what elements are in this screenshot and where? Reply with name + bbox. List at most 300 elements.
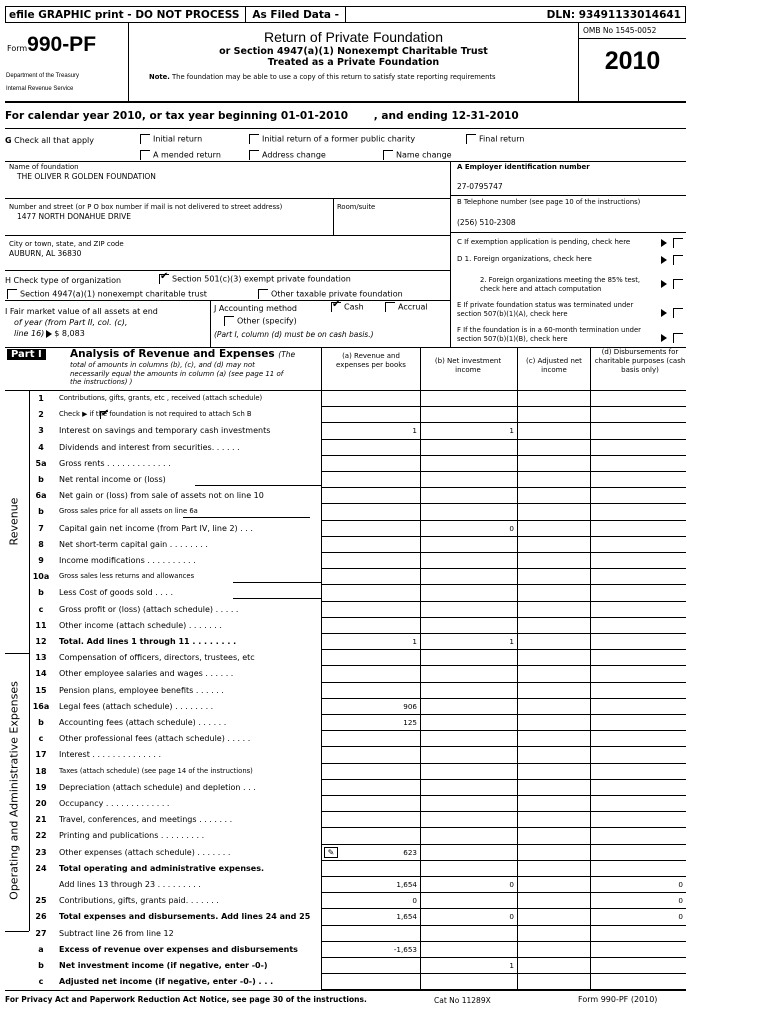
cell-col-b[interactable] — [420, 715, 517, 731]
cell-col-b[interactable] — [420, 893, 517, 909]
cell-col-b[interactable] — [420, 974, 517, 990]
row-label: Net gain or (loss) from sale of assets not on line 10 — [59, 491, 264, 501]
cell-col-c[interactable] — [517, 537, 590, 553]
cell-col-d[interactable] — [590, 634, 686, 650]
cell-col-a[interactable] — [321, 731, 420, 747]
row-label: Net short-term capital gain . . . . . . . . — [59, 539, 208, 549]
d2-foreign-checkbox[interactable] — [673, 279, 683, 289]
row-label: Other income (attach schedule) . . . . . . . — [59, 620, 222, 630]
cell-col-a[interactable] — [321, 926, 420, 942]
row-number: 20 — [35, 799, 47, 808]
row-number: c — [38, 734, 44, 744]
sch-b-checkbox[interactable] — [100, 411, 108, 419]
cell-col-d[interactable] — [590, 440, 686, 456]
cell-col-d[interactable] — [590, 780, 686, 796]
cell-col-b[interactable] — [420, 650, 517, 666]
row-label: Subtract line 26 from line 12 — [59, 928, 174, 938]
h-label: H Check type of organization — [5, 276, 122, 285]
row-label: Gross sales price for all assets on line 6a — [59, 507, 198, 516]
cell-col-c[interactable] — [517, 731, 590, 747]
cell-col-b[interactable] — [420, 926, 517, 942]
name-change-label: Name change — [396, 150, 452, 160]
row-label: Occupancy . . . . . . . . . . . . . — [59, 799, 170, 808]
cell-col-b[interactable] — [420, 618, 517, 634]
row-label: Total operating and administrative expenses. — [59, 863, 264, 873]
city-state-zip[interactable]: AUBURN, AL 36830 — [9, 249, 82, 258]
cell-col-b[interactable]: 1 — [420, 958, 517, 974]
cell-col-b[interactable] — [420, 861, 517, 877]
cell-col-a[interactable] — [321, 828, 420, 844]
j-note: (Part I, column (d) must be on cash basis.) — [214, 330, 374, 339]
cell-col-b[interactable] — [420, 569, 517, 585]
tax-year-beginning: For calendar year 2010, or tax year beginning 01-01-2010 — [5, 110, 349, 122]
cell-col-d[interactable] — [590, 796, 686, 812]
cell-col-a[interactable] — [321, 553, 420, 569]
row-label: Gross profit or (loss) (attach schedule) . . . . . — [59, 604, 239, 614]
row-number: 12 — [35, 637, 47, 646]
cell-col-a[interactable] — [321, 974, 420, 990]
d1-arrow-icon — [661, 256, 667, 264]
cell-col-b[interactable] — [420, 537, 517, 553]
inline-entry-line[interactable] — [233, 598, 321, 599]
cell-col-a[interactable] — [321, 764, 420, 780]
cell-col-a[interactable]: 1,654 — [321, 909, 420, 925]
cell-col-c[interactable] — [517, 877, 590, 893]
row-number: 23 — [35, 847, 47, 857]
cell-col-b[interactable] — [420, 407, 517, 423]
cell-col-b[interactable] — [420, 585, 517, 601]
cell-col-d[interactable] — [590, 537, 686, 553]
row-label: Excess of revenue over expenses and disbursements — [59, 944, 298, 954]
cat-number: Cat No 11289X — [434, 996, 491, 1005]
cell-col-a[interactable] — [321, 585, 420, 601]
h-other-label: Other taxable private foundation — [271, 289, 403, 299]
c-exemption-checkbox[interactable] — [673, 238, 683, 248]
cell-col-a[interactable]: 623 — [321, 845, 420, 861]
table-bottom-rule — [5, 990, 686, 991]
cell-col-c[interactable] — [517, 472, 590, 488]
row-number: b — [38, 507, 44, 517]
e-arrow-icon — [661, 309, 667, 317]
row-number: 21 — [35, 815, 47, 825]
row-label: Accounting fees (attach schedule) . . . . . . — [59, 718, 227, 727]
amended-return-checkbox[interactable] — [140, 150, 150, 160]
cell-col-b[interactable] — [420, 391, 517, 407]
foundation-name-label: Name of foundation — [9, 163, 79, 171]
cell-col-a[interactable]: 906 — [321, 699, 420, 715]
row-number: 2 — [38, 410, 44, 420]
h-other-checkbox[interactable] — [258, 289, 268, 299]
cell-col-a[interactable]: 0 — [321, 893, 420, 909]
cell-col-a[interactable] — [321, 618, 420, 634]
cell-col-b[interactable] — [420, 942, 517, 958]
telephone-label: B Telephone number (see page 10 of the instructions) — [457, 198, 641, 206]
row-number: 13 — [35, 653, 47, 663]
d2-arrow-icon — [661, 280, 667, 288]
cell-col-b[interactable] — [420, 602, 517, 618]
top-bar — [5, 6, 686, 23]
amended-return-label: A mended return — [153, 150, 221, 160]
part-i-desc-3: the instructions) ) — [70, 378, 133, 386]
cell-col-c[interactable] — [517, 553, 590, 569]
j-cash-checkbox[interactable] — [331, 302, 341, 312]
tax-year-ending: , and ending 12-31-2010 — [373, 110, 519, 122]
cell-col-d[interactable] — [590, 764, 686, 780]
cell-col-c[interactable] — [517, 780, 590, 796]
cell-col-c[interactable] — [517, 569, 590, 585]
part-i-tag: Part I — [7, 349, 46, 360]
d1-foreign-checkbox[interactable] — [673, 255, 683, 265]
cell-col-a[interactable]: 1 — [321, 634, 420, 650]
ein-value[interactable]: 27-0795747 — [457, 182, 503, 191]
inline-entry-line[interactable] — [183, 517, 310, 518]
cell-col-a[interactable]: 125 — [321, 715, 420, 731]
f-termination-checkbox[interactable] — [673, 333, 683, 343]
c-exemption-label: C If exemption application is pending, check here — [457, 238, 631, 246]
row-label: Total expenses and disbursements. Add lines 24 and 25 — [59, 912, 311, 922]
row-number: 19 — [35, 782, 47, 792]
name-change-checkbox[interactable] — [383, 150, 393, 160]
form-subtitle-2: Treated as a Private Foundation — [267, 57, 440, 68]
cell-col-a[interactable] — [321, 537, 420, 553]
cell-col-d[interactable] — [590, 715, 686, 731]
street-label: Number and street (or P O box number if mail is not delivered to street address) — [9, 203, 283, 211]
cell-col-d[interactable] — [590, 585, 686, 601]
initial-former-checkbox[interactable] — [249, 134, 259, 144]
cell-col-d[interactable] — [590, 650, 686, 666]
cell-col-d[interactable] — [590, 942, 686, 958]
row-number: 8 — [38, 539, 44, 549]
final-return-label: Final return — [479, 134, 525, 144]
expenses-side-label: Operating and Administrative Expenses — [7, 681, 21, 900]
cell-col-a[interactable] — [321, 472, 420, 488]
column-a-header: (a) Revenue and expenses per books — [336, 352, 406, 369]
j-other-checkbox[interactable] — [224, 316, 234, 326]
cell-col-b[interactable] — [420, 812, 517, 828]
form-id-block — [5, 23, 129, 103]
part-i-title: Analysis of Revenue and Expenses — [70, 348, 275, 360]
form-prefix: Form — [7, 44, 28, 53]
row-number: 27 — [35, 928, 47, 938]
cell-col-a[interactable] — [321, 683, 420, 699]
d1-foreign-label: D 1. Foreign organizations, check here — [457, 255, 592, 263]
cell-col-d[interactable] — [590, 423, 686, 439]
cell-col-d[interactable] — [590, 747, 686, 763]
row-label: Net rental income or (loss) — [59, 475, 166, 484]
row-number: 25 — [35, 896, 47, 906]
cell-col-c[interactable] — [517, 812, 590, 828]
cell-col-a[interactable] — [321, 958, 420, 974]
street-address[interactable]: 1477 NORTH DONAHUE DRIVE — [17, 212, 131, 221]
cell-col-c[interactable] — [517, 618, 590, 634]
cell-col-c[interactable] — [517, 456, 590, 472]
cell-col-a[interactable] — [321, 650, 420, 666]
h-4947-checkbox[interactable] — [7, 289, 17, 299]
f-termination-label: F If the foundation is in a 60-month termination under section 507(b)(1)(B), check here — [457, 326, 641, 343]
ein-label: A Employer identification number — [457, 163, 590, 171]
foundation-name[interactable]: THE OLIVER R GOLDEN FOUNDATION — [17, 172, 156, 181]
cell-col-a[interactable] — [321, 666, 420, 682]
cell-col-b[interactable] — [420, 731, 517, 747]
form-number: 990-PF — [27, 33, 97, 56]
cell-col-a[interactable] — [321, 521, 420, 537]
room-label: Room/suite — [337, 203, 376, 211]
cell-col-c[interactable] — [517, 958, 590, 974]
cell-col-d[interactable]: 0 — [590, 909, 686, 925]
row-label: Other professional fees (attach schedule) . . . . . — [59, 734, 251, 744]
cell-col-d[interactable] — [590, 553, 686, 569]
cell-col-b[interactable] — [420, 796, 517, 812]
row-number: 24 — [35, 863, 47, 873]
cell-col-a[interactable] — [321, 456, 420, 472]
cell-col-d[interactable] — [590, 666, 686, 682]
row-number: b — [38, 588, 44, 598]
cell-col-a[interactable] — [321, 488, 420, 504]
cell-col-c[interactable] — [517, 845, 590, 861]
cell-col-b[interactable] — [420, 780, 517, 796]
note-text: The foundation may be able to use a copy of this return to satisfy state reporting requirements — [171, 73, 496, 81]
cell-col-c[interactable] — [517, 683, 590, 699]
cell-col-d[interactable] — [590, 472, 686, 488]
cell-col-b[interactable] — [420, 828, 517, 844]
row-number: 15 — [35, 685, 47, 695]
row-number: 18 — [35, 766, 47, 776]
cell-col-d[interactable] — [590, 456, 686, 472]
cell-col-a[interactable] — [321, 747, 420, 763]
row-number: a — [38, 944, 44, 954]
cell-col-c[interactable] — [517, 391, 590, 407]
column-b-header: (b) Net investment income — [434, 357, 502, 374]
cell-col-d[interactable]: 0 — [590, 877, 686, 893]
cell-col-a[interactable] — [321, 407, 420, 423]
row-label: Check ▶ if the foundation is not required to attach Sch B — [59, 410, 252, 419]
dln-label: DLN: 93491133014641 — [546, 8, 681, 21]
cell-col-c[interactable] — [517, 423, 590, 439]
cell-col-d[interactable] — [590, 569, 686, 585]
cell-col-b[interactable] — [420, 553, 517, 569]
cell-col-d[interactable] — [590, 974, 686, 990]
cell-col-b[interactable]: 1 — [420, 423, 517, 439]
cell-col-a[interactable] — [321, 440, 420, 456]
filed-label: As Filed Data - — [252, 8, 340, 21]
row-number: 5a — [35, 458, 47, 468]
form-title-block — [129, 23, 578, 103]
g-label: G — [5, 136, 12, 145]
cell-col-c[interactable] — [517, 650, 590, 666]
j-label: J Accounting method — [214, 304, 298, 313]
j-other-label: Other (specify) — [237, 316, 297, 326]
cell-col-c[interactable] — [517, 504, 590, 520]
final-return-checkbox[interactable] — [466, 134, 476, 144]
row-number: 4 — [38, 442, 44, 452]
cell-col-c[interactable] — [517, 926, 590, 942]
cell-col-c[interactable] — [517, 893, 590, 909]
cell-col-b[interactable] — [420, 666, 517, 682]
cell-col-c[interactable] — [517, 974, 590, 990]
cell-col-d[interactable] — [590, 504, 686, 520]
initial-return-label: Initial return — [153, 134, 203, 144]
revenue-side-label: Revenue — [7, 497, 21, 546]
cell-col-c[interactable] — [517, 521, 590, 537]
cell-col-c[interactable] — [517, 764, 590, 780]
city-label: City or town, state, and ZIP code — [9, 240, 124, 248]
row-number: 6a — [35, 491, 47, 501]
i-line-3: line 16) — [14, 329, 45, 338]
j-cash-label: Cash — [344, 302, 364, 312]
cell-col-b[interactable] — [420, 845, 517, 861]
cell-col-c[interactable] — [517, 909, 590, 925]
cell-col-c[interactable] — [517, 796, 590, 812]
row-label: Capital gain net income (from Part IV, line 2) . . . — [59, 523, 253, 533]
cell-col-c[interactable] — [517, 715, 590, 731]
h-4947-label: Section 4947(a)(1) nonexempt charitable trust — [20, 289, 207, 299]
row-number: 22 — [35, 831, 47, 841]
row-label: Total. Add lines 1 through 11 . . . . . . . . — [59, 637, 237, 646]
inline-entry-line[interactable] — [233, 582, 321, 583]
row-number: 14 — [35, 669, 47, 679]
row-label: Pension plans, employee benefits . . . . . . — [59, 685, 224, 695]
row-label: Interest on savings and temporary cash investments — [59, 426, 271, 436]
cell-col-c[interactable] — [517, 407, 590, 423]
g-check-row — [5, 136, 94, 145]
cell-col-c[interactable] — [517, 666, 590, 682]
initial-return-checkbox[interactable] — [140, 134, 150, 144]
row-label: Travel, conferences, and meetings . . . . . . . — [59, 815, 233, 825]
row-label: Contributions, gifts, grants paid. . . . . . . — [59, 896, 219, 906]
cell-col-c[interactable] — [517, 828, 590, 844]
cell-col-c[interactable] — [517, 440, 590, 456]
cell-col-b[interactable]: 0 — [420, 909, 517, 925]
i-fair-market-block — [5, 306, 158, 339]
inline-entry-line[interactable] — [195, 485, 321, 486]
form-footer-id: Form 990-PF (2010) — [578, 995, 658, 1004]
cell-col-a[interactable] — [321, 391, 420, 407]
cell-col-d[interactable] — [590, 391, 686, 407]
cell-col-c[interactable] — [517, 942, 590, 958]
cell-col-d[interactable] — [590, 521, 686, 537]
cell-col-a[interactable] — [321, 796, 420, 812]
row-label: Income modifications . . . . . . . . . . — [59, 556, 196, 565]
row-label: Contributions, gifts, grants, etc , received (attach schedule) — [59, 394, 263, 402]
row-label: Dividends and interest from securities. . . . . . — [59, 442, 240, 452]
row-label: Gross rents . . . . . . . . . . . . . — [59, 458, 171, 468]
h-501c3-label: Section 501(c)(3) exempt private foundation — [172, 274, 351, 284]
cell-col-a[interactable]: -1,653 — [321, 942, 420, 958]
i-value: $ 8,083 — [54, 329, 85, 338]
h-501c3-checkbox[interactable] — [159, 274, 169, 284]
cell-col-d[interactable] — [590, 683, 686, 699]
cell-col-b[interactable]: 0 — [420, 877, 517, 893]
cell-col-b[interactable] — [420, 504, 517, 520]
cell-col-d[interactable] — [590, 699, 686, 715]
cell-col-d[interactable] — [590, 958, 686, 974]
cell-col-d[interactable] — [590, 845, 686, 861]
column-d-header: (d) Disbursements for charitable purposes (cash basis only) — [594, 348, 686, 374]
row-number: 3 — [38, 426, 44, 436]
i-arrow-icon — [46, 330, 52, 338]
note-label: Note. — [149, 73, 170, 81]
cell-col-c[interactable] — [517, 488, 590, 504]
attachment-icon[interactable]: ✎ — [324, 847, 338, 858]
row-number: 11 — [35, 620, 47, 630]
j-accrual-checkbox[interactable] — [385, 302, 395, 312]
cell-col-b[interactable] — [420, 472, 517, 488]
cell-col-b[interactable] — [420, 764, 517, 780]
row-number: 7 — [38, 523, 44, 533]
cell-col-b[interactable] — [420, 747, 517, 763]
cell-col-a[interactable] — [321, 569, 420, 585]
e-terminated-checkbox[interactable] — [673, 308, 683, 318]
cell-col-c[interactable] — [517, 861, 590, 877]
cell-col-a[interactable]: 1 — [321, 423, 420, 439]
cell-col-a[interactable] — [321, 504, 420, 520]
cell-col-c[interactable] — [517, 585, 590, 601]
cell-col-d[interactable]: 0 — [590, 893, 686, 909]
cell-col-d[interactable] — [590, 812, 686, 828]
cell-col-b[interactable]: 0 — [420, 521, 517, 537]
telephone-value[interactable]: (256) 510-2308 — [457, 218, 516, 227]
dept-treasury: Department of the Treasury — [6, 73, 80, 79]
i-line-1: I Fair market value of all assets at end — [5, 307, 158, 316]
part-i-description — [70, 361, 283, 387]
cell-col-b[interactable] — [420, 440, 517, 456]
cell-col-d[interactable] — [590, 488, 686, 504]
cell-col-c[interactable] — [517, 699, 590, 715]
cell-col-d[interactable] — [590, 407, 686, 423]
cell-col-b[interactable]: 1 — [420, 634, 517, 650]
row-label: Less Cost of goods sold . . . . — [59, 588, 174, 598]
cell-col-b[interactable] — [420, 699, 517, 715]
row-label: Gross sales less returns and allowances — [59, 572, 195, 581]
cell-col-d[interactable] — [590, 861, 686, 877]
cell-col-d[interactable] — [590, 602, 686, 618]
cell-col-d[interactable] — [590, 926, 686, 942]
i-line-2: of year (from Part II, col. (c), — [14, 318, 128, 327]
row-number: 10a — [32, 572, 50, 582]
row-number: b — [38, 718, 44, 727]
tax-year: 2010 — [604, 47, 661, 75]
cell-col-c[interactable] — [517, 634, 590, 650]
row-number: 16a — [32, 701, 50, 711]
row-number: c — [38, 977, 44, 987]
dept-irs: Internal Revenue Service — [6, 86, 74, 92]
cell-col-d[interactable] — [590, 828, 686, 844]
cell-col-a[interactable] — [321, 861, 420, 877]
cell-col-a[interactable] — [321, 780, 420, 796]
cell-col-a[interactable]: 1,654 — [321, 877, 420, 893]
cell-col-a[interactable] — [321, 602, 420, 618]
cell-col-c[interactable] — [517, 747, 590, 763]
cell-col-a[interactable] — [321, 812, 420, 828]
part-i-title-note: (The — [278, 350, 296, 359]
form-subtitle-1: or Section 4947(a)(1) Nonexempt Charitable Trust — [219, 46, 488, 57]
row-label: Legal fees (attach schedule) . . . . . . . . — [59, 701, 214, 711]
address-change-checkbox[interactable] — [249, 150, 259, 160]
cell-col-b[interactable] — [420, 683, 517, 699]
cell-col-c[interactable] — [517, 602, 590, 618]
cell-col-d[interactable] — [590, 731, 686, 747]
d2-foreign-label: 2. Foreign organizations meeting the 85% test, check here and attach computation — [480, 276, 641, 293]
g-check-all: Check all that apply — [14, 136, 94, 145]
f-arrow-icon — [661, 334, 667, 342]
row-number: 17 — [35, 750, 47, 760]
cell-col-b[interactable] — [420, 488, 517, 504]
cell-col-d[interactable] — [590, 618, 686, 634]
row-number: c — [38, 604, 44, 614]
cell-col-b[interactable] — [420, 456, 517, 472]
e-terminated-label: E If private foundation status was terminated under section 507(b)(1)(A), check here — [457, 301, 634, 318]
row-label: Add lines 13 through 23 . . . . . . . . . — [59, 880, 201, 889]
